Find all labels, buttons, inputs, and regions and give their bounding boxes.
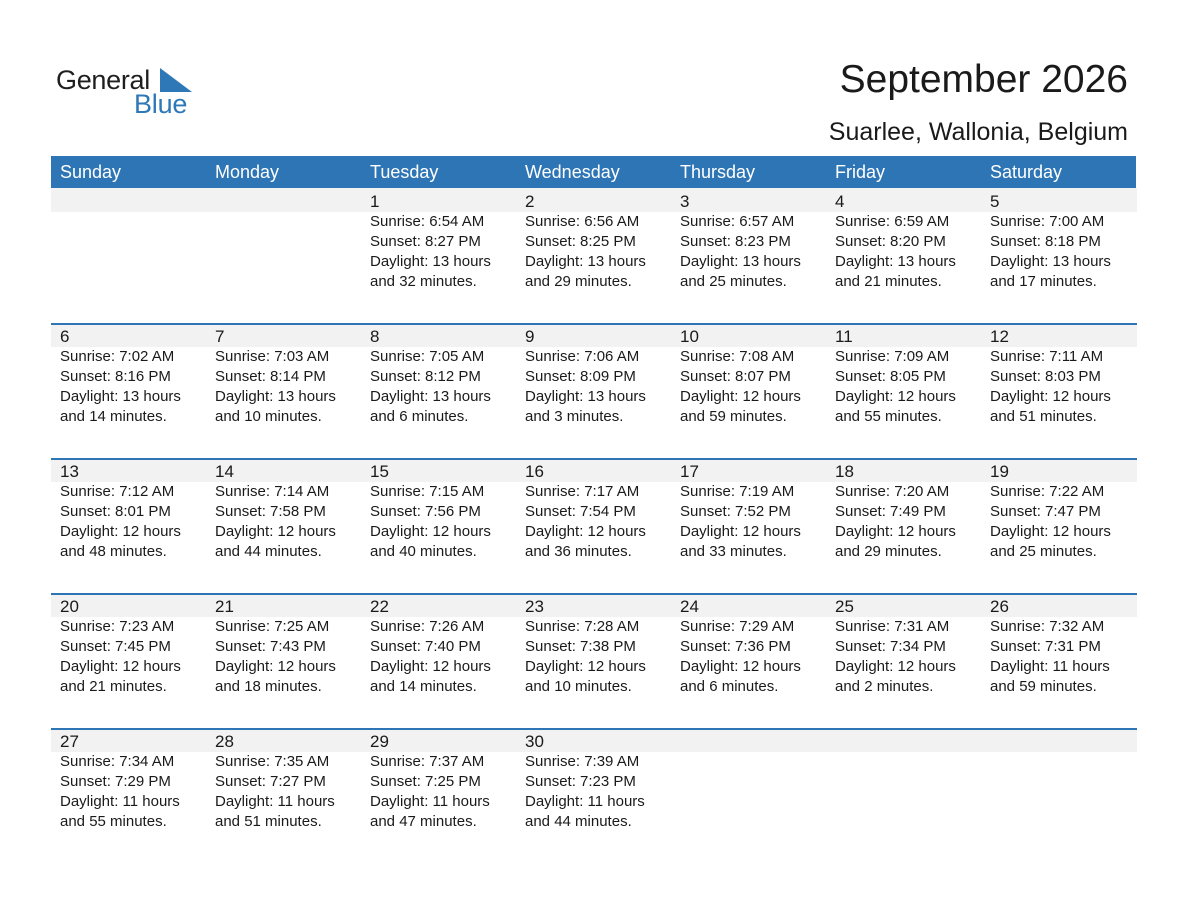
day-cell xyxy=(51,593,206,728)
daylight-hours: Daylight: 12 hours xyxy=(835,658,956,675)
day-cell xyxy=(206,728,361,863)
sunrise-time: Sunrise: 7:29 AM xyxy=(680,618,795,635)
sunrise-time: Sunrise: 7:19 AM xyxy=(680,483,795,500)
daylight-minutes: and 17 minutes. xyxy=(990,273,1097,290)
weekday-header-thursday: Thursday xyxy=(680,162,756,182)
sunrise-time: Sunrise: 7:14 AM xyxy=(215,483,330,500)
day-cell xyxy=(516,728,671,863)
sunrise-time: Sunrise: 7:20 AM xyxy=(835,483,950,500)
day-cell xyxy=(206,458,361,593)
day-cell xyxy=(361,323,516,458)
weekday-header-monday: Monday xyxy=(215,162,280,182)
week-row xyxy=(51,728,1137,863)
brand-logo xyxy=(56,64,196,120)
sunset-time: Sunset: 7:49 PM xyxy=(835,503,946,520)
day-number: 18 xyxy=(835,462,854,481)
day-number: 10 xyxy=(680,327,699,346)
daylight-minutes: and 44 minutes. xyxy=(525,813,632,830)
sunset-time: Sunset: 8:03 PM xyxy=(990,368,1101,385)
day-number: 25 xyxy=(835,597,854,616)
daylight-minutes: and 44 minutes. xyxy=(215,543,322,560)
day-number: 6 xyxy=(60,327,70,346)
day-cell xyxy=(51,728,206,863)
day-cell xyxy=(206,593,361,728)
daylight-hours: Daylight: 12 hours xyxy=(835,523,956,540)
sunrise-time: Sunrise: 7:15 AM xyxy=(370,483,485,500)
sunset-time: Sunset: 7:36 PM xyxy=(680,638,791,655)
sunrise-time: Sunrise: 7:32 AM xyxy=(990,618,1105,635)
daylight-hours: Daylight: 11 hours xyxy=(525,793,645,810)
sunset-time: Sunset: 8:14 PM xyxy=(215,368,326,385)
daylight-minutes: and 10 minutes. xyxy=(525,678,632,695)
daylight-hours: Daylight: 13 hours xyxy=(370,388,491,405)
day-number: 3 xyxy=(680,192,690,211)
daylight-hours: Daylight: 12 hours xyxy=(370,523,491,540)
sunset-time: Sunset: 7:52 PM xyxy=(680,503,791,520)
logo-word-general: General xyxy=(56,65,150,95)
weekday-header-friday: Friday xyxy=(835,162,886,182)
day-number: 30 xyxy=(525,732,544,751)
day-number: 12 xyxy=(990,327,1009,346)
empty-day-cell xyxy=(51,188,206,323)
page-title: September 2026 xyxy=(839,58,1128,101)
daylight-minutes: and 14 minutes. xyxy=(370,678,477,695)
daylight-minutes: and 51 minutes. xyxy=(215,813,322,830)
sunset-time: Sunset: 7:31 PM xyxy=(990,638,1101,655)
day-number: 4 xyxy=(835,192,845,211)
daylight-hours: Daylight: 11 hours xyxy=(370,793,490,810)
daylight-minutes: and 21 minutes. xyxy=(60,678,167,695)
daylight-hours: Daylight: 12 hours xyxy=(680,388,801,405)
daylight-minutes: and 2 minutes. xyxy=(835,678,934,695)
daylight-hours: Daylight: 13 hours xyxy=(680,253,801,270)
day-cell xyxy=(516,323,671,458)
day-number: 24 xyxy=(680,597,699,616)
day-number: 27 xyxy=(60,732,79,751)
day-number: 9 xyxy=(525,327,535,346)
day-cell xyxy=(516,458,671,593)
day-cell xyxy=(671,188,826,323)
daylight-minutes: and 33 minutes. xyxy=(680,543,787,560)
sunset-time: Sunset: 7:25 PM xyxy=(370,773,481,790)
sunset-time: Sunset: 7:58 PM xyxy=(215,503,326,520)
sunrise-time: Sunrise: 7:39 AM xyxy=(525,753,640,770)
weekday-header-tuesday: Tuesday xyxy=(370,162,439,182)
day-cell xyxy=(206,323,361,458)
empty-day-cell xyxy=(671,728,826,863)
sunrise-time: Sunrise: 7:25 AM xyxy=(215,618,330,635)
sunrise-time: Sunrise: 7:37 AM xyxy=(370,753,485,770)
day-number: 22 xyxy=(370,597,389,616)
sunrise-time: Sunrise: 7:02 AM xyxy=(60,348,175,365)
day-number: 23 xyxy=(525,597,544,616)
day-cell xyxy=(51,458,206,593)
daylight-hours: Daylight: 13 hours xyxy=(370,253,491,270)
sunset-time: Sunset: 8:27 PM xyxy=(370,233,481,250)
sunset-time: Sunset: 7:23 PM xyxy=(525,773,636,790)
weekday-header-saturday: Saturday xyxy=(990,162,1063,182)
daylight-hours: Daylight: 12 hours xyxy=(60,658,181,675)
day-cell xyxy=(361,188,516,323)
sunrise-time: Sunrise: 7:26 AM xyxy=(370,618,485,635)
day-number: 15 xyxy=(370,462,389,481)
day-cell xyxy=(826,323,981,458)
logo-word-blue: Blue xyxy=(134,89,188,119)
day-number: 7 xyxy=(215,327,225,346)
sunset-time: Sunset: 8:07 PM xyxy=(680,368,791,385)
daylight-hours: Daylight: 12 hours xyxy=(990,388,1111,405)
daylight-hours: Daylight: 11 hours xyxy=(215,793,335,810)
sunrise-time: Sunrise: 7:22 AM xyxy=(990,483,1105,500)
sunrise-time: Sunrise: 6:59 AM xyxy=(835,213,950,230)
daylight-hours: Daylight: 13 hours xyxy=(525,253,646,270)
daylight-hours: Daylight: 12 hours xyxy=(215,523,336,540)
day-number: 21 xyxy=(215,597,234,616)
daylight-minutes: and 32 minutes. xyxy=(370,273,477,290)
daylight-hours: Daylight: 12 hours xyxy=(370,658,491,675)
daylight-minutes: and 25 minutes. xyxy=(990,543,1097,560)
sunset-time: Sunset: 7:45 PM xyxy=(60,638,171,655)
sunset-time: Sunset: 8:16 PM xyxy=(60,368,171,385)
day-number: 28 xyxy=(215,732,234,751)
day-cell xyxy=(826,188,981,323)
daylight-minutes: and 51 minutes. xyxy=(990,408,1097,425)
daylight-minutes: and 40 minutes. xyxy=(370,543,477,560)
week-cells xyxy=(51,458,1136,593)
daylight-hours: Daylight: 13 hours xyxy=(60,388,181,405)
sunrise-time: Sunrise: 7:05 AM xyxy=(370,348,485,365)
daylight-minutes: and 3 minutes. xyxy=(525,408,624,425)
empty-day-cell xyxy=(826,728,981,863)
daylight-hours: Daylight: 11 hours xyxy=(60,793,180,810)
daylight-hours: Daylight: 12 hours xyxy=(60,523,181,540)
daylight-minutes: and 47 minutes. xyxy=(370,813,477,830)
day-number: 16 xyxy=(525,462,544,481)
day-cell xyxy=(516,593,671,728)
sunrise-time: Sunrise: 7:12 AM xyxy=(60,483,175,500)
sunrise-time: Sunrise: 6:57 AM xyxy=(680,213,795,230)
week-row xyxy=(51,458,1137,593)
daylight-minutes: and 25 minutes. xyxy=(680,273,787,290)
week-cells xyxy=(51,188,1136,323)
day-cell xyxy=(51,323,206,458)
day-cell xyxy=(826,593,981,728)
sunset-time: Sunset: 8:25 PM xyxy=(525,233,636,250)
day-number: 11 xyxy=(835,327,853,346)
daylight-hours: Daylight: 12 hours xyxy=(680,658,801,675)
sunrise-time: Sunrise: 7:35 AM xyxy=(215,753,330,770)
daylight-hours: Daylight: 12 hours xyxy=(525,523,646,540)
sunrise-time: Sunrise: 7:11 AM xyxy=(990,348,1104,365)
day-number: 20 xyxy=(60,597,79,616)
empty-day-cell xyxy=(981,728,1136,863)
daylight-minutes: and 6 minutes. xyxy=(370,408,469,425)
sunset-time: Sunset: 8:23 PM xyxy=(680,233,791,250)
day-cell xyxy=(981,188,1136,323)
sunset-time: Sunset: 8:20 PM xyxy=(835,233,946,250)
calendar-weeks xyxy=(51,188,1137,863)
day-number: 29 xyxy=(370,732,389,751)
sunset-time: Sunset: 8:01 PM xyxy=(60,503,171,520)
daylight-minutes: and 55 minutes. xyxy=(60,813,167,830)
location-subtitle: Suarlee, Wallonia, Belgium xyxy=(828,118,1128,146)
day-cell xyxy=(361,458,516,593)
sunset-time: Sunset: 7:47 PM xyxy=(990,503,1101,520)
daylight-minutes: and 6 minutes. xyxy=(680,678,779,695)
sunrise-time: Sunrise: 7:28 AM xyxy=(525,618,640,635)
day-cell xyxy=(361,593,516,728)
sunrise-time: Sunrise: 7:23 AM xyxy=(60,618,175,635)
weekday-header-row xyxy=(51,156,1136,188)
daylight-hours: Daylight: 12 hours xyxy=(680,523,801,540)
weekday-header-sunday: Sunday xyxy=(60,162,122,182)
week-cells xyxy=(51,728,1136,863)
daylight-hours: Daylight: 11 hours xyxy=(990,658,1110,675)
sunset-time: Sunset: 8:12 PM xyxy=(370,368,481,385)
day-cell xyxy=(981,323,1136,458)
sunset-time: Sunset: 7:40 PM xyxy=(370,638,481,655)
empty-day-cell xyxy=(206,188,361,323)
sunrise-time: Sunrise: 6:56 AM xyxy=(525,213,640,230)
calendar-grid xyxy=(51,156,1137,863)
sunrise-time: Sunrise: 7:00 AM xyxy=(990,213,1105,230)
day-cell xyxy=(516,188,671,323)
daylight-hours: Daylight: 12 hours xyxy=(835,388,956,405)
sunrise-time: Sunrise: 7:08 AM xyxy=(680,348,795,365)
day-cell xyxy=(361,728,516,863)
daylight-minutes: and 18 minutes. xyxy=(215,678,322,695)
daylight-minutes: and 36 minutes. xyxy=(525,543,632,560)
sunrise-time: Sunrise: 7:31 AM xyxy=(835,618,950,635)
daylight-minutes: and 29 minutes. xyxy=(835,543,942,560)
day-number: 26 xyxy=(990,597,1009,616)
sunrise-time: Sunrise: 6:54 AM xyxy=(370,213,485,230)
day-cell xyxy=(981,593,1136,728)
day-number: 19 xyxy=(990,462,1009,481)
sunrise-time: Sunrise: 7:17 AM xyxy=(525,483,640,500)
weekday-header-wednesday: Wednesday xyxy=(525,162,620,182)
week-cells xyxy=(51,593,1136,728)
daylight-minutes: and 55 minutes. xyxy=(835,408,942,425)
daylight-hours: Daylight: 13 hours xyxy=(525,388,646,405)
sunset-time: Sunset: 8:05 PM xyxy=(835,368,946,385)
daylight-minutes: and 29 minutes. xyxy=(525,273,632,290)
sunset-time: Sunset: 7:27 PM xyxy=(215,773,326,790)
day-number: 1 xyxy=(370,192,380,211)
daylight-minutes: and 59 minutes. xyxy=(680,408,787,425)
day-cell xyxy=(826,458,981,593)
daylight-minutes: and 48 minutes. xyxy=(60,543,167,560)
daylight-hours: Daylight: 13 hours xyxy=(835,253,956,270)
day-number: 5 xyxy=(990,192,1000,211)
day-cell xyxy=(981,458,1136,593)
day-number: 13 xyxy=(60,462,79,481)
daylight-hours: Daylight: 12 hours xyxy=(525,658,646,675)
sunrise-time: Sunrise: 7:03 AM xyxy=(215,348,330,365)
sunrise-time: Sunrise: 7:34 AM xyxy=(60,753,175,770)
day-cell xyxy=(671,458,826,593)
week-row xyxy=(51,323,1137,458)
day-cell xyxy=(671,323,826,458)
sunrise-time: Sunrise: 7:09 AM xyxy=(835,348,950,365)
day-number: 17 xyxy=(680,462,699,481)
day-cell xyxy=(671,593,826,728)
sunset-time: Sunset: 7:54 PM xyxy=(525,503,636,520)
daylight-hours: Daylight: 12 hours xyxy=(990,523,1111,540)
day-number: 2 xyxy=(525,192,535,211)
sunset-time: Sunset: 8:18 PM xyxy=(990,233,1101,250)
sunset-time: Sunset: 7:34 PM xyxy=(835,638,946,655)
daylight-minutes: and 10 minutes. xyxy=(215,408,322,425)
day-number: 14 xyxy=(215,462,234,481)
sunset-time: Sunset: 7:38 PM xyxy=(525,638,636,655)
sunset-time: Sunset: 7:29 PM xyxy=(60,773,171,790)
daylight-minutes: and 21 minutes. xyxy=(835,273,942,290)
daylight-minutes: and 14 minutes. xyxy=(60,408,167,425)
sunset-time: Sunset: 7:43 PM xyxy=(215,638,326,655)
sunset-time: Sunset: 7:56 PM xyxy=(370,503,481,520)
sunset-time: Sunset: 8:09 PM xyxy=(525,368,636,385)
sunrise-time: Sunrise: 7:06 AM xyxy=(525,348,640,365)
day-number: 8 xyxy=(370,327,380,346)
daylight-minutes: and 59 minutes. xyxy=(990,678,1097,695)
week-row xyxy=(51,188,1137,323)
daylight-hours: Daylight: 13 hours xyxy=(215,388,336,405)
week-row xyxy=(51,593,1137,728)
week-cells xyxy=(51,323,1136,458)
daylight-hours: Daylight: 12 hours xyxy=(215,658,336,675)
daylight-hours: Daylight: 13 hours xyxy=(990,253,1111,270)
